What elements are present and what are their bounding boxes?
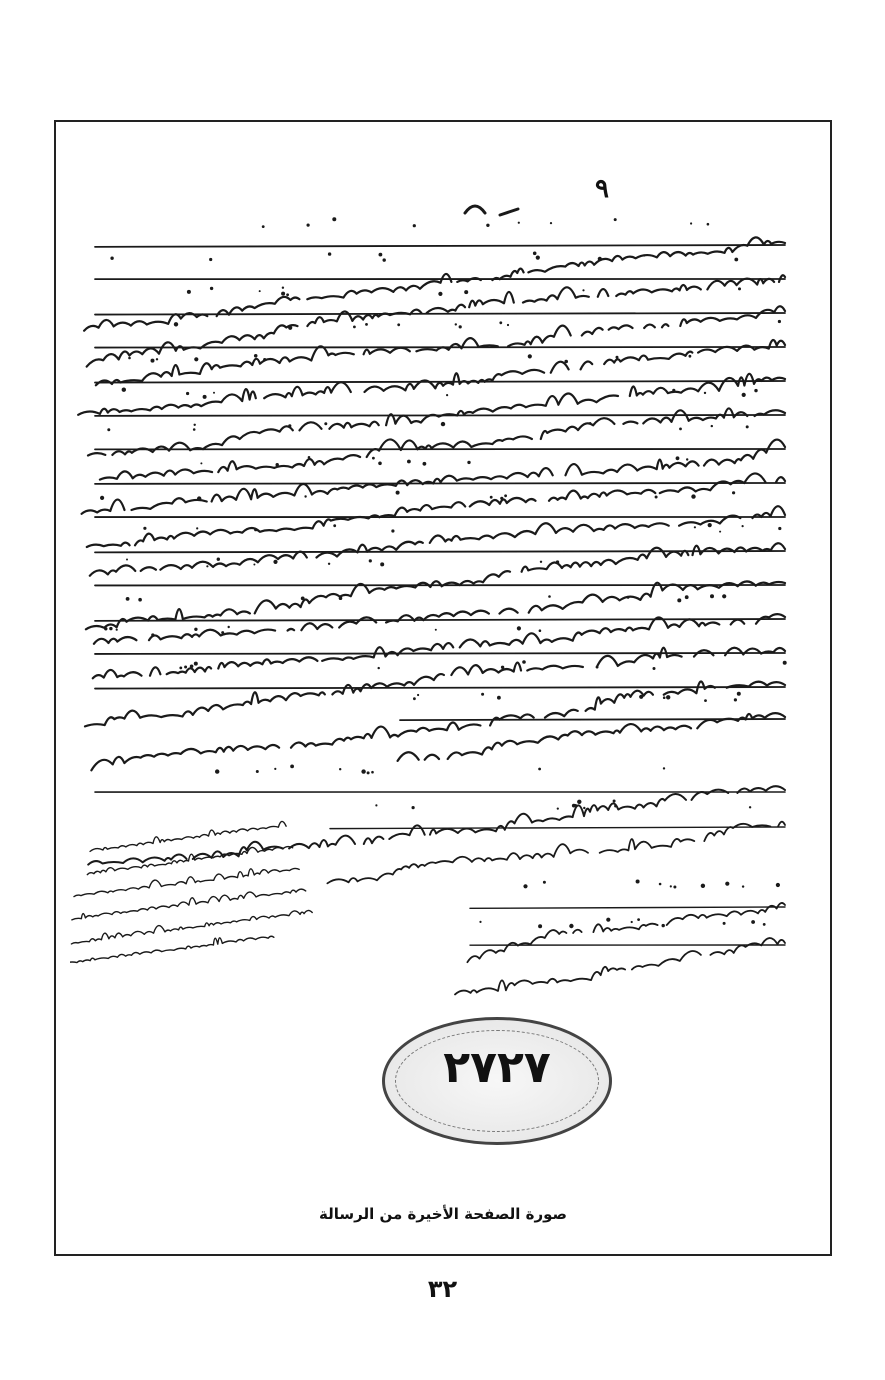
script-line-14-dot <box>378 667 380 669</box>
script-line-10-dot <box>778 527 781 530</box>
script-line-6-dot <box>213 392 215 394</box>
script-line-4-dot <box>459 325 462 328</box>
script-line-7-dot <box>746 425 749 428</box>
script-line-1 <box>84 237 785 330</box>
colophon-line-1-dot <box>367 771 370 774</box>
script-line-8-dot <box>276 463 279 466</box>
script-line-4-dot <box>499 321 502 324</box>
script-line-3 <box>84 306 785 385</box>
script-line-15-dot <box>497 696 501 700</box>
script-line-9-dot <box>197 496 201 500</box>
script-line-6-dot <box>754 389 757 392</box>
marginal-line-5 <box>70 910 313 944</box>
script-line-14-dot <box>596 666 599 669</box>
script-line-12-dot <box>339 596 343 600</box>
doxology-line-2-dot <box>606 918 610 922</box>
colophon-line-2-dot <box>583 807 585 809</box>
script-line-2-dot <box>598 257 602 261</box>
doxology-line-2-dot <box>637 918 640 921</box>
script-line-5-dot <box>616 356 619 359</box>
doxology-line-1-dot <box>701 884 705 888</box>
script-line-10-dot <box>196 527 198 529</box>
doxology-line-1-dot <box>659 883 662 886</box>
script-line-10-baseline <box>95 551 785 552</box>
script-line-6-dot <box>122 388 126 392</box>
script-line-7-dot <box>679 428 682 431</box>
script-line-3-dot <box>259 290 261 292</box>
script-line-14-dot <box>190 665 194 669</box>
script-line-15-dot <box>666 695 670 699</box>
script-line-14-dot <box>783 661 787 665</box>
script-line-12-dot <box>685 595 689 599</box>
doxology-line-2-dot <box>751 920 755 924</box>
doxology-line-1-dot <box>543 881 546 884</box>
script-line-3-dot <box>282 287 284 289</box>
script-line-12-dot <box>138 598 142 602</box>
colophon-line-2-dot <box>577 800 581 804</box>
figure-caption: صورة الصفحة الأخيرة من الرسالة <box>319 1205 567 1223</box>
script-line-8-dot <box>423 462 427 466</box>
script-line-14-dot <box>194 662 198 666</box>
doxology-line-1-dot <box>523 884 527 888</box>
script-line-8-dot <box>686 458 688 460</box>
script-line-7 <box>75 440 785 514</box>
marginal-line-4 <box>71 888 307 920</box>
script-line-6-dot <box>446 394 448 396</box>
script-line-5-dot <box>528 354 532 358</box>
colophon-line-1-dot <box>339 768 341 770</box>
script-line-15-dot <box>417 694 419 696</box>
doxology-line-1-dot <box>725 882 729 886</box>
script-line-5-dot <box>128 357 131 360</box>
doxology-line-1 <box>467 903 785 962</box>
script-line-3-dot <box>210 287 213 290</box>
colophon-line-2-dot <box>412 806 415 809</box>
script-line-12-dot <box>627 596 630 599</box>
script-line-9-dot <box>504 494 507 497</box>
script-line-9-dot <box>490 496 493 499</box>
colophon-line-2-dot <box>572 804 576 808</box>
script-line-14-dot <box>184 666 187 669</box>
colophon-line-2-dot <box>614 805 617 808</box>
script-line-13-dot <box>221 631 224 634</box>
script-line-15-dot <box>639 695 643 699</box>
script-line-13-dot <box>435 629 437 631</box>
script-line-13-dot <box>539 629 542 632</box>
script-line-5-dot <box>194 357 198 361</box>
script-line-5-dot <box>156 358 158 360</box>
script-line-6-dot <box>203 395 207 399</box>
script-line-9-dot <box>100 496 104 500</box>
script-line-3-dot <box>738 287 741 290</box>
colophon-line-2-dot <box>375 804 377 806</box>
script-line-13-dot <box>116 629 118 631</box>
script-line-5-dot <box>151 359 155 363</box>
script-line-5-dot <box>254 354 258 358</box>
script-line-1-dot <box>413 224 416 227</box>
script-line-4 <box>78 340 785 415</box>
manuscript-image <box>70 165 820 1165</box>
script-line-13-dot <box>228 626 230 628</box>
colophon-line-2-dot <box>613 800 616 803</box>
script-line-7-dot <box>107 428 110 431</box>
script-line-14-dot <box>501 666 504 669</box>
script-line-3-dot <box>187 290 191 294</box>
script-line-10-dot <box>333 524 336 527</box>
script-line-11-dot <box>556 560 559 563</box>
doxology-line-1-dot <box>636 880 640 884</box>
script-line-11 <box>94 581 785 643</box>
script-line-11-dot <box>540 561 542 563</box>
script-line-11-dot <box>253 564 255 566</box>
script-line-4-dot <box>778 320 781 323</box>
script-line-14-dot <box>522 660 526 664</box>
script-line-14-baseline <box>95 687 785 689</box>
script-line-12-dot <box>710 594 714 598</box>
script-line-15-baseline <box>400 719 785 720</box>
script-line-5-dot <box>263 358 266 361</box>
folio-mark: ٩ <box>595 174 609 204</box>
script-line-3-dot <box>464 290 468 294</box>
script-line-12-dot <box>126 597 130 601</box>
script-line-1-dot <box>518 222 520 224</box>
script-line-14-dot <box>179 667 182 670</box>
script-line-5-baseline <box>95 381 785 383</box>
script-line-2-dot <box>110 257 113 260</box>
script-line-3-dot <box>281 292 285 296</box>
script-line-7-dot <box>194 424 196 426</box>
script-line-11-dot <box>126 559 128 561</box>
script-line-7-dot <box>193 428 196 431</box>
script-line-6-dot <box>742 393 746 397</box>
script-line-9-dot <box>691 494 695 498</box>
script-line-13-dot <box>151 633 154 636</box>
colophon-line-1-dot <box>215 769 219 773</box>
top-flourish <box>465 206 518 215</box>
doxology-line-2-dot <box>569 924 573 928</box>
script-line-10-dot <box>719 531 721 533</box>
script-line-2-dot <box>328 252 331 255</box>
colophon-line-2 <box>319 822 785 884</box>
script-line-8-dot <box>407 460 411 464</box>
script-line-11-dot <box>206 565 208 567</box>
script-line-9-dot <box>732 491 735 494</box>
script-line-1-dot <box>486 224 489 227</box>
script-line-13-dot <box>104 627 107 630</box>
script-line-13-dot <box>194 628 197 631</box>
script-line-15-dot <box>413 697 416 700</box>
script-line-11-dot <box>273 560 277 564</box>
doxology-line-1-dot <box>742 885 744 887</box>
doxology-line-1-baseline <box>470 907 785 908</box>
seal-stamp <box>382 1017 612 1145</box>
script-line-4-dot <box>365 323 368 326</box>
doxology-line-2-dot <box>538 924 542 928</box>
script-line-9-dot <box>500 497 503 500</box>
script-line-11-dot <box>380 562 384 566</box>
colophon-line-2-dot <box>749 806 751 808</box>
script-line-15-dot <box>734 698 737 701</box>
script-line-15-dot <box>663 696 666 699</box>
script-line-1-dot <box>614 218 617 221</box>
script-line-12-dot <box>677 598 681 602</box>
script-line-2-dot <box>734 258 738 262</box>
script-line-3-dot <box>286 293 289 296</box>
script-line-3-dot <box>438 292 442 296</box>
colophon-line-2-baseline <box>330 827 785 829</box>
seal-number: ٢٧٢٧ <box>443 1042 551 1093</box>
script-line-8-dot <box>372 457 375 460</box>
colophon-line-2-dot <box>557 808 559 810</box>
colophon-line-1-dot <box>371 771 374 774</box>
script-line-4-dot <box>455 323 457 325</box>
script-line-7-dot <box>589 422 591 424</box>
handwriting-svg <box>70 165 820 1165</box>
script-line-1-baseline <box>95 245 785 247</box>
script-line-13-dot <box>109 627 112 630</box>
script-line-12-baseline <box>95 619 785 621</box>
script-line-14-dot <box>653 667 656 670</box>
colophon-line-1-dot <box>256 770 259 773</box>
colophon-line-1 <box>88 786 785 864</box>
script-line-1-dot <box>707 223 710 226</box>
doxology-line-2-dot <box>631 921 633 923</box>
script-line-8-dot <box>676 456 680 460</box>
doxology-line-1-dot <box>670 885 672 887</box>
doxology-line-1-dot <box>673 886 676 889</box>
script-line-10-dot <box>742 525 744 527</box>
script-line-7-dot <box>288 424 291 427</box>
page-number: ٣٢ <box>427 1275 458 1303</box>
colophon-line-1-dot <box>538 768 541 771</box>
script-line-1-dot <box>307 224 310 227</box>
script-line-6-dot <box>672 389 675 392</box>
marginal-line-1 <box>89 821 287 851</box>
script-line-2-dot <box>643 254 645 256</box>
script-line-1-dot <box>332 217 336 221</box>
script-line-4-dot <box>507 324 509 326</box>
script-line-3-dot <box>582 289 584 291</box>
doxology-line-2-dot <box>763 923 766 926</box>
script-line-10-dot <box>254 528 257 531</box>
script-line-8-baseline <box>95 483 785 484</box>
script-line-12-dot <box>301 597 305 601</box>
script-line-3-baseline <box>95 313 785 315</box>
doxology-line-2-dot <box>723 922 726 925</box>
script-line-2-dot <box>383 258 386 261</box>
script-line-11-dot <box>369 559 372 562</box>
script-line-6-baseline <box>95 415 785 416</box>
script-line-4-dot <box>288 326 292 330</box>
script-line-10-dot <box>391 529 394 532</box>
script-line-12-dot <box>548 595 551 598</box>
script-line-4-dot <box>397 323 400 326</box>
script-line-5-dot <box>564 360 568 364</box>
script-line-6 <box>86 408 785 479</box>
script-line-15-dot <box>481 693 484 696</box>
script-line-5-dot <box>689 355 692 358</box>
script-line-1-dot <box>690 222 692 224</box>
script-line-9-dot <box>655 496 658 499</box>
script-line-7-dot <box>441 422 445 426</box>
script-line-6-dot <box>704 392 706 394</box>
script-line-9-dot <box>396 491 400 495</box>
doxology-line-2-dot <box>662 924 665 927</box>
script-line-9-dot <box>304 495 306 497</box>
doxology-line-2-dot <box>479 921 481 923</box>
doxology-line-1-dot <box>776 883 780 887</box>
script-line-10-dot <box>708 523 712 527</box>
script-line-8-dot <box>378 462 382 466</box>
colophon-line-1-dot <box>290 765 294 769</box>
colophon-line-1-dot <box>274 768 276 770</box>
script-line-8-dot <box>308 456 311 459</box>
colophon-line-1-dot <box>663 767 665 769</box>
script-line-4-dot <box>353 326 356 329</box>
script-line-1-dot <box>262 225 265 228</box>
script-line-4-baseline <box>95 347 785 348</box>
script-line-10-dot <box>694 526 696 528</box>
script-line-11-dot <box>217 558 220 561</box>
script-line-11-dot <box>328 563 330 565</box>
marginal-line-6 <box>70 934 275 964</box>
script-line-13-dot <box>517 626 521 630</box>
script-line-12 <box>93 614 785 678</box>
doxology-line-2 <box>455 938 785 994</box>
script-line-15-dot <box>704 699 707 702</box>
script-line-13-baseline <box>95 653 785 654</box>
script-line-7-dot <box>711 425 713 427</box>
script-line-2-dot <box>209 258 212 261</box>
script-line-6-dot <box>663 388 665 390</box>
script-line-2-dot <box>533 252 537 256</box>
script-line-4-dot <box>174 322 178 326</box>
script-line-8-dot <box>200 462 202 464</box>
script-line-12-dot <box>722 594 726 598</box>
script-line-10-dot <box>143 527 146 530</box>
script-line-2-dot <box>379 253 383 257</box>
script-line-1-dot <box>550 222 552 224</box>
script-line-8-dot <box>467 461 470 464</box>
script-line-2-dot <box>536 256 540 260</box>
script-line-7-dot <box>324 422 327 425</box>
marginal-note <box>70 820 315 964</box>
colophon-line-1-dot <box>361 769 365 773</box>
script-line-6-dot <box>186 392 189 395</box>
script-line-15-dot <box>737 692 741 696</box>
